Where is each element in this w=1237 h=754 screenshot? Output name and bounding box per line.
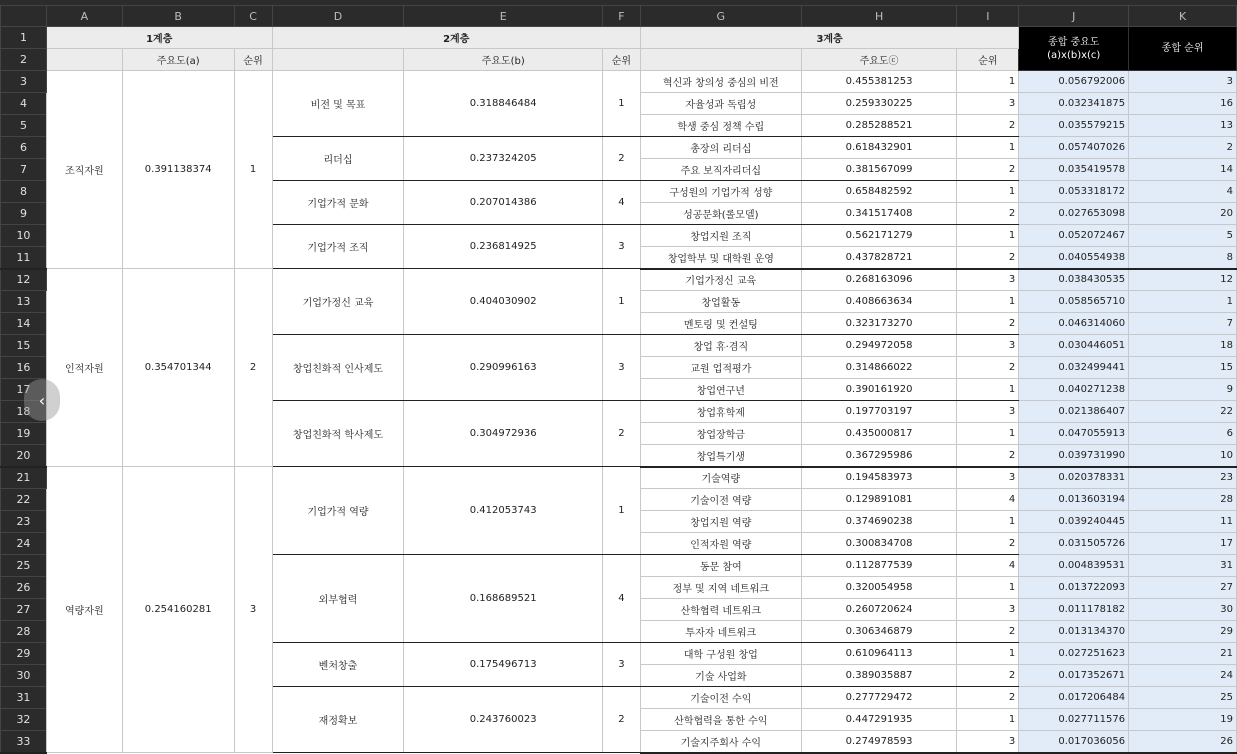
item-rank-cell[interactable]: 2: [957, 621, 1019, 643]
total-importance-cell[interactable]: 0.058565710: [1019, 291, 1129, 313]
item-rank-cell[interactable]: 4: [957, 489, 1019, 511]
item-rank-cell[interactable]: 2: [957, 159, 1019, 181]
column-header-k[interactable]: K: [1129, 6, 1237, 27]
row-number[interactable]: 26: [1, 577, 47, 599]
column-header-row: [1, 6, 1237, 27]
total-importance-cell[interactable]: 0.038430535: [1019, 269, 1129, 291]
row-number[interactable]: 33: [1, 731, 47, 753]
row-number[interactable]: 16: [1, 357, 47, 379]
total-rank-cell[interactable]: 1: [1129, 291, 1237, 313]
table-row: [1, 71, 1237, 93]
item-rank-cell[interactable]: 3: [957, 599, 1019, 621]
sub-importance-cell[interactable]: 0.304972936: [404, 401, 603, 467]
item-name-cell[interactable]: 창업장학금: [640, 423, 801, 445]
item-importance-cell[interactable]: 0.306346879: [801, 621, 957, 643]
item-rank-cell[interactable]: 1: [957, 511, 1019, 533]
row-number[interactable]: 21: [1, 467, 47, 489]
sub-rank-cell[interactable]: 4: [602, 181, 640, 225]
item-name-cell[interactable]: 동문 참여: [640, 555, 801, 577]
item-importance-cell[interactable]: 0.300834708: [801, 533, 957, 555]
total-importance-cell[interactable]: 0.011178182: [1019, 599, 1129, 621]
total-importance-cell[interactable]: 0.035419578: [1019, 159, 1129, 181]
total-rank-cell[interactable]: 14: [1129, 159, 1237, 181]
row-number[interactable]: 1: [1, 27, 47, 49]
item-rank-cell[interactable]: 1: [957, 709, 1019, 731]
item-importance-cell[interactable]: 0.294972058: [801, 335, 957, 357]
total-rank-cell[interactable]: 3: [1129, 71, 1237, 93]
item-name-cell[interactable]: 산학협력을 통한 수익: [640, 709, 801, 731]
item-name-cell[interactable]: 창업 휴·겸직: [640, 335, 801, 357]
sub-name-cell[interactable]: 기업가적 조직: [272, 225, 404, 269]
rank-a-header[interactable]: 순위: [234, 49, 272, 71]
item-rank-cell[interactable]: 1: [957, 291, 1019, 313]
item-name-cell[interactable]: 멘토링 및 컨설팅: [640, 313, 801, 335]
item-importance-cell[interactable]: 0.268163096: [801, 269, 957, 291]
column-header-d[interactable]: D: [272, 6, 404, 27]
sub-name-cell[interactable]: 재정확보: [272, 687, 404, 753]
sub-name-cell[interactable]: 리더십: [272, 137, 404, 181]
total-importance-cell[interactable]: 0.047055913: [1019, 423, 1129, 445]
item-rank-cell[interactable]: 4: [957, 555, 1019, 577]
item-name-cell[interactable]: 정부 및 지역 네트워크: [640, 577, 801, 599]
total-rank-cell[interactable]: 30: [1129, 599, 1237, 621]
total-importance-cell[interactable]: 0.030446051: [1019, 335, 1129, 357]
level2-header[interactable]: 2계층: [272, 27, 640, 49]
row-number[interactable]: 30: [1, 665, 47, 687]
item-rank-cell[interactable]: 1: [957, 71, 1019, 93]
row-number[interactable]: 24: [1, 533, 47, 555]
sub-name-cell[interactable]: 창업친화적 인사제도: [272, 335, 404, 401]
total-rank-cell[interactable]: 17: [1129, 533, 1237, 555]
importance-a-header[interactable]: 주요도(a): [122, 49, 234, 71]
total-importance-cell[interactable]: 0.027711576: [1019, 709, 1129, 731]
item-name-cell[interactable]: 자율성과 독립성: [640, 93, 801, 115]
item-rank-cell[interactable]: 3: [957, 731, 1019, 753]
item-importance-cell[interactable]: 0.408663634: [801, 291, 957, 313]
sub-importance-cell[interactable]: 0.243760023: [404, 687, 603, 753]
total-rank-cell[interactable]: 31: [1129, 555, 1237, 577]
item-importance-cell[interactable]: 0.320054958: [801, 577, 957, 599]
header-row-1: [1, 27, 1237, 49]
item-importance-cell[interactable]: 0.112877539: [801, 555, 957, 577]
sub-name-cell[interactable]: 비전 및 목표: [272, 71, 404, 137]
sub-name-cell[interactable]: 벤처창출: [272, 643, 404, 687]
item-name-cell[interactable]: 투자자 네트워크: [640, 621, 801, 643]
sub-rank-cell[interactable]: 3: [602, 225, 640, 269]
group-name-cell[interactable]: 역량자원: [46, 467, 122, 753]
total-rank-cell[interactable]: 19: [1129, 709, 1237, 731]
item-name-cell[interactable]: 총장의 리더십: [640, 137, 801, 159]
item-importance-cell[interactable]: 0.285288521: [801, 115, 957, 137]
item-name-cell[interactable]: 교원 업적평가: [640, 357, 801, 379]
total-importance-cell[interactable]: 0.032499441: [1019, 357, 1129, 379]
item-rank-cell[interactable]: 2: [957, 203, 1019, 225]
item-name-cell[interactable]: 성공문화(롤모델): [640, 203, 801, 225]
total-importance-cell[interactable]: 0.053318172: [1019, 181, 1129, 203]
row-number[interactable]: 2: [1, 49, 47, 71]
total-importance-cell[interactable]: 0.020378331: [1019, 467, 1129, 489]
item-importance-cell[interactable]: 0.194583973: [801, 467, 957, 489]
column-header-b[interactable]: B: [122, 6, 234, 27]
total-rank-cell[interactable]: 6: [1129, 423, 1237, 445]
item-importance-cell[interactable]: 0.658482592: [801, 181, 957, 203]
column-header-f[interactable]: F: [602, 6, 640, 27]
item-rank-cell[interactable]: 2: [957, 445, 1019, 467]
total-importance-cell[interactable]: 0.013134370: [1019, 621, 1129, 643]
item-importance-cell[interactable]: 0.389035887: [801, 665, 957, 687]
table-row: [1, 467, 1237, 489]
item-importance-cell[interactable]: 0.437828721: [801, 247, 957, 269]
rank-c-header[interactable]: 순위: [957, 49, 1019, 71]
item-rank-cell[interactable]: 2: [957, 665, 1019, 687]
spreadsheet-grid[interactable]: [0, 5, 1237, 754]
sub-importance-cell[interactable]: 0.175496713: [404, 643, 603, 687]
item-name-cell[interactable]: 창업학부 및 대학원 운영: [640, 247, 801, 269]
group-importance-cell[interactable]: 0.391138374: [122, 71, 234, 269]
column-header-i[interactable]: I: [957, 6, 1019, 27]
item-rank-cell[interactable]: 3: [957, 335, 1019, 357]
total-importance-cell[interactable]: 0.046314060: [1019, 313, 1129, 335]
item-importance-cell[interactable]: 0.259330225: [801, 93, 957, 115]
total-rank-cell[interactable]: 5: [1129, 225, 1237, 247]
row-number[interactable]: 6: [1, 137, 47, 159]
sub-name-cell[interactable]: 창업친화적 학사제도: [272, 401, 404, 467]
item-rank-cell[interactable]: 2: [957, 687, 1019, 709]
item-importance-cell[interactable]: 0.341517408: [801, 203, 957, 225]
group-rank-cell[interactable]: 2: [234, 269, 272, 467]
item-name-cell[interactable]: 창업휴학제: [640, 401, 801, 423]
total-rank-cell[interactable]: 7: [1129, 313, 1237, 335]
rank-b-header[interactable]: 순위: [602, 49, 640, 71]
row-number[interactable]: 7: [1, 159, 47, 181]
item-importance-cell[interactable]: 0.390161920: [801, 379, 957, 401]
total-importance-line1: 종합 중요도: [1047, 36, 1100, 48]
sub-importance-cell[interactable]: 0.207014386: [404, 181, 603, 225]
total-rank-cell[interactable]: 27: [1129, 577, 1237, 599]
item-importance-cell[interactable]: 0.381567099: [801, 159, 957, 181]
item-rank-cell[interactable]: 2: [957, 533, 1019, 555]
row-number[interactable]: 4: [1, 93, 47, 115]
row-number[interactable]: 23: [1, 511, 47, 533]
total-rank-cell[interactable]: 21: [1129, 643, 1237, 665]
total-rank-cell[interactable]: 20: [1129, 203, 1237, 225]
row-number[interactable]: 9: [1, 203, 47, 225]
total-rank-header[interactable]: 종합 순위: [1129, 27, 1237, 71]
total-rank-cell[interactable]: 11: [1129, 511, 1237, 533]
row-number[interactable]: 19: [1, 423, 47, 445]
total-rank-cell[interactable]: 18: [1129, 335, 1237, 357]
item-name-cell[interactable]: 기술지주회사 수익: [640, 731, 801, 753]
item-importance-cell[interactable]: 0.610964113: [801, 643, 957, 665]
item-rank-cell[interactable]: 1: [957, 423, 1019, 445]
total-importance-cell[interactable]: 0.035579215: [1019, 115, 1129, 137]
row-number[interactable]: 12: [1, 269, 47, 291]
item-rank-cell[interactable]: 3: [957, 93, 1019, 115]
item-name-cell[interactable]: 혁신과 창의성 중심의 비전: [640, 71, 801, 93]
item-name-cell[interactable]: 기술이전 수익: [640, 687, 801, 709]
sub-rank-cell[interactable]: 2: [602, 137, 640, 181]
total-importance-cell[interactable]: 0.013603194: [1019, 489, 1129, 511]
row-number[interactable]: 32: [1, 709, 47, 731]
item-rank-cell[interactable]: 3: [957, 269, 1019, 291]
total-rank-cell[interactable]: 23: [1129, 467, 1237, 489]
level3-header[interactable]: 3계층: [640, 27, 1018, 49]
item-importance-cell[interactable]: 0.455381253: [801, 71, 957, 93]
item-name-cell[interactable]: 구성원의 기업가적 성향: [640, 181, 801, 203]
sub-rank-cell[interactable]: 1: [602, 467, 640, 555]
row-number[interactable]: 28: [1, 621, 47, 643]
item-rank-cell[interactable]: 1: [957, 643, 1019, 665]
total-rank-cell[interactable]: 2: [1129, 137, 1237, 159]
sub-importance-cell[interactable]: 0.404030902: [404, 269, 603, 335]
header-empty-d[interactable]: [272, 49, 404, 71]
item-name-cell[interactable]: 산학협력 네트워크: [640, 599, 801, 621]
item-name-cell[interactable]: 창업지원 조직: [640, 225, 801, 247]
header-empty-a[interactable]: [46, 49, 122, 71]
sub-importance-cell[interactable]: 0.290996163: [404, 335, 603, 401]
total-rank-cell[interactable]: 12: [1129, 269, 1237, 291]
chevron-left-icon: ‹: [38, 390, 46, 410]
item-rank-cell[interactable]: 1: [957, 577, 1019, 599]
item-rank-cell[interactable]: 1: [957, 137, 1019, 159]
row-number[interactable]: 29: [1, 643, 47, 665]
total-importance-cell[interactable]: 0.039240445: [1019, 511, 1129, 533]
item-rank-cell[interactable]: 1: [957, 225, 1019, 247]
total-importance-cell[interactable]: 0.021386407: [1019, 401, 1129, 423]
total-importance-cell[interactable]: 0.027653098: [1019, 203, 1129, 225]
item-name-cell[interactable]: 기술 사업화: [640, 665, 801, 687]
sub-importance-cell[interactable]: 0.236814925: [404, 225, 603, 269]
sub-rank-cell[interactable]: 4: [602, 555, 640, 643]
total-importance-cell[interactable]: 0.039731990: [1019, 445, 1129, 467]
item-importance-cell[interactable]: 0.447291935: [801, 709, 957, 731]
row-number[interactable]: 14: [1, 313, 47, 335]
row-number[interactable]: 20: [1, 445, 47, 467]
total-rank-cell[interactable]: 26: [1129, 731, 1237, 753]
sub-rank-cell[interactable]: 3: [602, 643, 640, 687]
item-importance-cell[interactable]: 0.618432901: [801, 137, 957, 159]
item-name-cell[interactable]: 인적자원 역량: [640, 533, 801, 555]
row-number[interactable]: 11: [1, 247, 47, 269]
group-importance-cell[interactable]: 0.354701344: [122, 269, 234, 467]
total-importance-cell[interactable]: 0.056792006: [1019, 71, 1129, 93]
sub-rank-cell[interactable]: 1: [602, 269, 640, 335]
total-importance-cell[interactable]: 0.017036056: [1019, 731, 1129, 753]
total-rank-cell[interactable]: 24: [1129, 665, 1237, 687]
total-rank-cell[interactable]: 29: [1129, 621, 1237, 643]
sub-importance-cell[interactable]: 0.318846484: [404, 71, 603, 137]
item-rank-cell[interactable]: 1: [957, 379, 1019, 401]
item-name-cell[interactable]: 주요 보직자리더십: [640, 159, 801, 181]
sub-rank-cell[interactable]: 2: [602, 687, 640, 753]
item-rank-cell[interactable]: 2: [957, 313, 1019, 335]
group-name-cell[interactable]: 인적자원: [46, 269, 122, 467]
total-rank-cell[interactable]: 15: [1129, 357, 1237, 379]
column-header-j[interactable]: J: [1019, 6, 1129, 27]
total-importance-header[interactable]: [1019, 27, 1129, 71]
column-header-a[interactable]: A: [46, 6, 122, 27]
sub-importance-cell[interactable]: 0.168689521: [404, 555, 603, 643]
item-name-cell[interactable]: 기업가정신 교육: [640, 269, 801, 291]
item-rank-cell[interactable]: 3: [957, 401, 1019, 423]
row-number[interactable]: 3: [1, 71, 47, 93]
total-rank-cell[interactable]: 9: [1129, 379, 1237, 401]
group-rank-cell[interactable]: 1: [234, 71, 272, 269]
row-number[interactable]: 10: [1, 225, 47, 247]
scroll-left-handle[interactable]: [24, 379, 60, 421]
table-row: [1, 269, 1237, 291]
row-number[interactable]: 17: [1, 379, 47, 401]
total-rank-cell[interactable]: 4: [1129, 181, 1237, 203]
total-rank-cell[interactable]: 22: [1129, 401, 1237, 423]
total-importance-cell[interactable]: 0.004839531: [1019, 555, 1129, 577]
item-importance-cell[interactable]: 0.435000817: [801, 423, 957, 445]
item-importance-cell[interactable]: 0.562171279: [801, 225, 957, 247]
level1-header[interactable]: 1계층: [46, 27, 272, 49]
group-name-cell[interactable]: 조직자원: [46, 71, 122, 269]
column-header-e[interactable]: E: [404, 6, 603, 27]
total-importance-cell[interactable]: 0.013722093: [1019, 577, 1129, 599]
item-rank-cell[interactable]: 2: [957, 115, 1019, 137]
item-importance-cell[interactable]: 0.197703197: [801, 401, 957, 423]
total-rank-cell[interactable]: 25: [1129, 687, 1237, 709]
row-number[interactable]: 15: [1, 335, 47, 357]
total-rank-cell[interactable]: 16: [1129, 93, 1237, 115]
item-importance-cell[interactable]: 0.260720624: [801, 599, 957, 621]
total-importance-cell[interactable]: 0.057407026: [1019, 137, 1129, 159]
sub-name-cell[interactable]: 기업가적 문화: [272, 181, 404, 225]
sub-name-cell[interactable]: 외부협력: [272, 555, 404, 643]
total-importance-cell[interactable]: 0.052072467: [1019, 225, 1129, 247]
row-number[interactable]: 25: [1, 555, 47, 577]
total-importance-cell[interactable]: 0.027251623: [1019, 643, 1129, 665]
item-name-cell[interactable]: 대학 구성원 창업: [640, 643, 801, 665]
row-number[interactable]: 13: [1, 291, 47, 313]
item-importance-cell[interactable]: 0.323173270: [801, 313, 957, 335]
total-importance-cell[interactable]: 0.032341875: [1019, 93, 1129, 115]
importance-c-header[interactable]: 주요도ⓒ: [801, 49, 957, 71]
sub-rank-cell[interactable]: 2: [602, 401, 640, 467]
item-rank-cell[interactable]: 2: [957, 247, 1019, 269]
sub-name-cell[interactable]: 기업가정신 교육: [272, 269, 404, 335]
row-number[interactable]: 18: [1, 401, 47, 423]
sub-name-cell[interactable]: 기업가적 역량: [272, 467, 404, 555]
sub-importance-cell[interactable]: 0.237324205: [404, 137, 603, 181]
sub-rank-cell[interactable]: 3: [602, 335, 640, 401]
select-all-corner[interactable]: [1, 6, 47, 27]
total-importance-cell[interactable]: 0.040554938: [1019, 247, 1129, 269]
header-empty-g[interactable]: [640, 49, 801, 71]
row-number[interactable]: 22: [1, 489, 47, 511]
total-importance-line2: (a)x(b)x(c): [1047, 49, 1101, 61]
item-rank-cell[interactable]: 2: [957, 357, 1019, 379]
item-name-cell[interactable]: 기술역량: [640, 467, 801, 489]
item-name-cell[interactable]: 기술이전 역량: [640, 489, 801, 511]
item-rank-cell[interactable]: 3: [957, 467, 1019, 489]
total-importance-cell[interactable]: 0.017206484: [1019, 687, 1129, 709]
importance-b-header[interactable]: 주요도(b): [404, 49, 603, 71]
row-number[interactable]: 27: [1, 599, 47, 621]
item-importance-cell[interactable]: 0.367295986: [801, 445, 957, 467]
sub-importance-cell[interactable]: 0.412053743: [404, 467, 603, 555]
row-number[interactable]: 5: [1, 115, 47, 137]
column-header-h[interactable]: H: [801, 6, 957, 27]
group-rank-cell[interactable]: 3: [234, 467, 272, 753]
item-name-cell[interactable]: 학생 중심 정책 수립: [640, 115, 801, 137]
item-name-cell[interactable]: 창업연구년: [640, 379, 801, 401]
row-number[interactable]: 8: [1, 181, 47, 203]
group-importance-cell[interactable]: 0.254160281: [122, 467, 234, 753]
item-rank-cell[interactable]: 1: [957, 181, 1019, 203]
column-header-g[interactable]: G: [640, 6, 801, 27]
total-importance-cell[interactable]: 0.040271238: [1019, 379, 1129, 401]
total-importance-cell[interactable]: 0.017352671: [1019, 665, 1129, 687]
column-header-c[interactable]: C: [234, 6, 272, 27]
row-number[interactable]: 31: [1, 687, 47, 709]
item-importance-cell[interactable]: 0.274978593: [801, 731, 957, 753]
total-rank-cell[interactable]: 28: [1129, 489, 1237, 511]
item-importance-cell[interactable]: 0.374690238: [801, 511, 957, 533]
total-rank-cell[interactable]: 13: [1129, 115, 1237, 137]
item-importance-cell[interactable]: 0.277729472: [801, 687, 957, 709]
total-importance-cell[interactable]: 0.031505726: [1019, 533, 1129, 555]
item-importance-cell[interactable]: 0.314866022: [801, 357, 957, 379]
total-rank-cell[interactable]: 10: [1129, 445, 1237, 467]
item-importance-cell[interactable]: 0.129891081: [801, 489, 957, 511]
total-rank-cell[interactable]: 8: [1129, 247, 1237, 269]
item-name-cell[interactable]: 창업활동: [640, 291, 801, 313]
item-name-cell[interactable]: 창업지원 역량: [640, 511, 801, 533]
item-name-cell[interactable]: 창업특기생: [640, 445, 801, 467]
sub-rank-cell[interactable]: 1: [602, 71, 640, 137]
